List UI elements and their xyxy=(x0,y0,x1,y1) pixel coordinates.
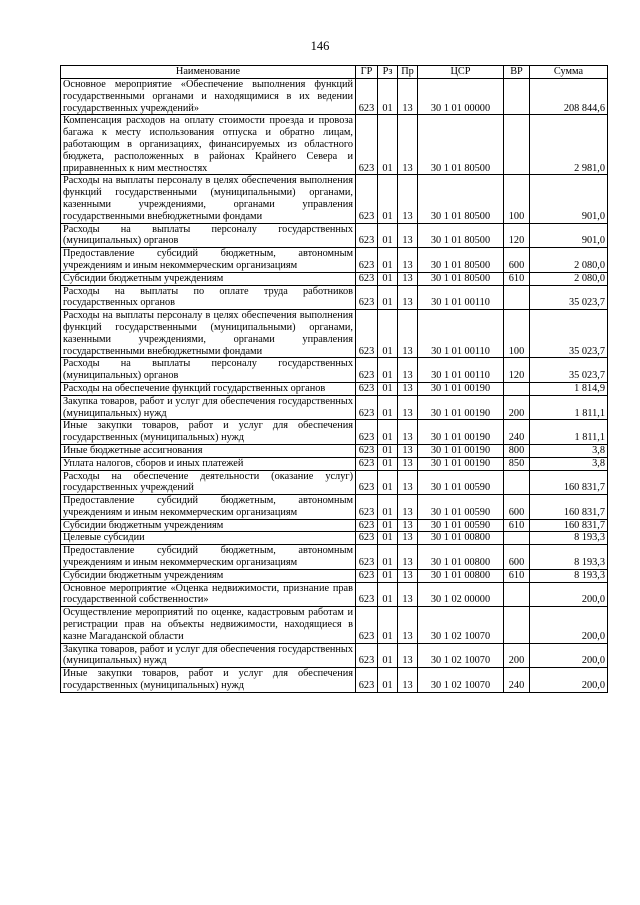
cell-rz: 01 xyxy=(378,532,398,545)
table-row xyxy=(61,643,608,668)
table-row xyxy=(61,175,608,223)
cell-rz: 01 xyxy=(378,470,398,495)
cell-gr: 623 xyxy=(356,272,378,285)
cell-rz: 01 xyxy=(378,495,398,520)
cell-csr: 30 1 01 80500 xyxy=(418,223,504,248)
cell-name: Осуществление мероприятий по оценке, кадастровым работам и регистрации прав на объекты недвижимости, находящиеся в казне Магаданской области xyxy=(61,607,356,643)
table-row xyxy=(61,444,608,457)
cell-rz: 01 xyxy=(378,457,398,470)
cell-pr: 13 xyxy=(398,668,418,693)
cell-name: Предоставление субсидий бюджетным, автономным учреждениям и иным некоммерческим организациям xyxy=(61,495,356,520)
cell-csr: 30 1 01 00190 xyxy=(418,395,504,420)
table-row xyxy=(61,358,608,383)
cell-name: Основное мероприятие «Обеспечение выполнения функций государственными органами и находящимися в их ведении государственных учреждений» xyxy=(61,79,356,115)
cell-rz: 01 xyxy=(378,79,398,115)
cell-name: Расходы на обеспечение деятельности (оказание услуг) государственных учреждений xyxy=(61,470,356,495)
cell-csr: 30 1 01 00110 xyxy=(418,358,504,383)
cell-sum: 901,0 xyxy=(530,175,608,223)
cell-pr: 13 xyxy=(398,272,418,285)
cell-sum: 1 811,1 xyxy=(530,420,608,445)
cell-gr: 623 xyxy=(356,582,378,607)
cell-name: Основное мероприятие «Оценка недвижимости, признание прав государственной собственности» xyxy=(61,582,356,607)
cell-rz: 01 xyxy=(378,175,398,223)
cell-gr: 623 xyxy=(356,285,378,310)
cell-sum: 35 023,7 xyxy=(530,358,608,383)
cell-gr: 623 xyxy=(356,519,378,532)
cell-pr: 13 xyxy=(398,382,418,395)
cell-vr: 100 xyxy=(504,310,530,358)
header-name: Наименование xyxy=(61,66,356,79)
cell-name: Расходы на обеспечение функций государственных органов xyxy=(61,382,356,395)
cell-rz: 01 xyxy=(378,115,398,175)
cell-rz: 01 xyxy=(378,395,398,420)
cell-pr: 13 xyxy=(398,223,418,248)
table-row xyxy=(61,248,608,273)
cell-sum: 1 811,1 xyxy=(530,395,608,420)
table-row xyxy=(61,382,608,395)
cell-rz: 01 xyxy=(378,223,398,248)
cell-vr: 100 xyxy=(504,175,530,223)
cell-sum: 200,0 xyxy=(530,643,608,668)
table-row xyxy=(61,545,608,570)
cell-pr: 13 xyxy=(398,285,418,310)
cell-gr: 623 xyxy=(356,607,378,643)
cell-pr: 13 xyxy=(398,420,418,445)
cell-pr: 13 xyxy=(398,175,418,223)
cell-vr: 120 xyxy=(504,358,530,383)
cell-rz: 01 xyxy=(378,272,398,285)
cell-sum: 901,0 xyxy=(530,223,608,248)
cell-gr: 623 xyxy=(356,569,378,582)
header-gr: ГР xyxy=(356,66,378,79)
cell-pr: 13 xyxy=(398,79,418,115)
cell-sum: 208 844,6 xyxy=(530,79,608,115)
cell-rz: 01 xyxy=(378,668,398,693)
cell-gr: 623 xyxy=(356,532,378,545)
cell-csr: 30 1 01 00110 xyxy=(418,285,504,310)
table-row xyxy=(61,395,608,420)
table-row xyxy=(61,79,608,115)
cell-csr: 30 1 01 80500 xyxy=(418,175,504,223)
table-row xyxy=(61,495,608,520)
cell-name: Иные закупки товаров, работ и услуг для обеспечения государственных (муниципальных) нужд xyxy=(61,668,356,693)
cell-csr: 30 1 01 00190 xyxy=(418,382,504,395)
cell-sum: 8 193,3 xyxy=(530,545,608,570)
cell-vr: 800 xyxy=(504,444,530,457)
cell-gr: 623 xyxy=(356,115,378,175)
cell-name: Целевые субсидии xyxy=(61,532,356,545)
cell-sum: 8 193,3 xyxy=(530,569,608,582)
cell-name: Предоставление субсидий бюджетным, автономным учреждениям и иным некоммерческим организациям xyxy=(61,248,356,273)
cell-sum: 2 080,0 xyxy=(530,272,608,285)
cell-csr: 30 1 02 10070 xyxy=(418,607,504,643)
cell-sum: 35 023,7 xyxy=(530,285,608,310)
cell-vr: 240 xyxy=(504,420,530,445)
cell-vr xyxy=(504,607,530,643)
cell-rz: 01 xyxy=(378,382,398,395)
cell-vr: 610 xyxy=(504,519,530,532)
cell-vr xyxy=(504,532,530,545)
cell-rz: 01 xyxy=(378,569,398,582)
cell-pr: 13 xyxy=(398,569,418,582)
cell-gr: 623 xyxy=(356,444,378,457)
table-body xyxy=(61,79,608,693)
cell-sum: 160 831,7 xyxy=(530,470,608,495)
cell-name: Субсидии бюджетным учреждениям xyxy=(61,272,356,285)
cell-rz: 01 xyxy=(378,643,398,668)
table-row xyxy=(61,607,608,643)
table-row xyxy=(61,272,608,285)
budget-table xyxy=(60,65,608,693)
cell-gr: 623 xyxy=(356,495,378,520)
cell-csr: 30 1 02 10070 xyxy=(418,643,504,668)
cell-pr: 13 xyxy=(398,358,418,383)
table-row xyxy=(61,420,608,445)
cell-pr: 13 xyxy=(398,519,418,532)
cell-gr: 623 xyxy=(356,310,378,358)
cell-sum: 1 814,9 xyxy=(530,382,608,395)
header-sum: Сумма xyxy=(530,66,608,79)
cell-gr: 623 xyxy=(356,79,378,115)
cell-csr: 30 1 02 10070 xyxy=(418,668,504,693)
cell-rz: 01 xyxy=(378,285,398,310)
table-row xyxy=(61,532,608,545)
cell-csr: 30 1 01 80500 xyxy=(418,248,504,273)
cell-sum: 35 023,7 xyxy=(530,310,608,358)
cell-pr: 13 xyxy=(398,395,418,420)
cell-sum: 160 831,7 xyxy=(530,519,608,532)
cell-pr: 13 xyxy=(398,643,418,668)
cell-pr: 13 xyxy=(398,310,418,358)
cell-name: Расходы на выплаты персоналу в целях обеспечения выполнения функций государственными (муниципальными) органами, казенными учреждениями, органами управления государственными внебюджетными фондами xyxy=(61,310,356,358)
cell-csr: 30 1 01 80500 xyxy=(418,272,504,285)
cell-gr: 623 xyxy=(356,457,378,470)
table-row xyxy=(61,223,608,248)
cell-vr xyxy=(504,470,530,495)
cell-vr xyxy=(504,285,530,310)
header-vr: ВР xyxy=(504,66,530,79)
cell-csr: 30 1 01 00590 xyxy=(418,519,504,532)
cell-pr: 13 xyxy=(398,248,418,273)
cell-sum: 2 981,0 xyxy=(530,115,608,175)
cell-sum: 3,8 xyxy=(530,444,608,457)
cell-pr: 13 xyxy=(398,532,418,545)
cell-csr: 30 1 01 00190 xyxy=(418,420,504,445)
cell-pr: 13 xyxy=(398,115,418,175)
cell-gr: 623 xyxy=(356,382,378,395)
cell-pr: 13 xyxy=(398,444,418,457)
cell-sum: 8 193,3 xyxy=(530,532,608,545)
cell-name: Компенсация расходов на оплату стоимости проезда и провоза багажа к месту использования отпуска и обратно лицам, работающим в организациях, финансируемых из областного бюджета, расположенных в районах Крайнего Севера и приравненных к ним местностях xyxy=(61,115,356,175)
cell-name: Иные бюджетные ассигнования xyxy=(61,444,356,457)
cell-vr: 120 xyxy=(504,223,530,248)
table-row xyxy=(61,115,608,175)
cell-pr: 13 xyxy=(398,470,418,495)
table-row xyxy=(61,582,608,607)
cell-rz: 01 xyxy=(378,420,398,445)
cell-vr: 600 xyxy=(504,495,530,520)
header-csr: ЦСР xyxy=(418,66,504,79)
table-header-row xyxy=(61,66,608,79)
cell-csr: 30 1 01 00590 xyxy=(418,495,504,520)
cell-csr: 30 1 01 00110 xyxy=(418,310,504,358)
header-pr: Пр xyxy=(398,66,418,79)
cell-vr xyxy=(504,115,530,175)
cell-vr xyxy=(504,382,530,395)
cell-gr: 623 xyxy=(356,358,378,383)
cell-pr: 13 xyxy=(398,607,418,643)
cell-name: Расходы на выплаты персоналу государственных (муниципальных) органов xyxy=(61,358,356,383)
cell-gr: 623 xyxy=(356,643,378,668)
table-row xyxy=(61,470,608,495)
cell-vr: 600 xyxy=(504,248,530,273)
cell-pr: 13 xyxy=(398,457,418,470)
cell-sum: 200,0 xyxy=(530,668,608,693)
cell-sum: 3,8 xyxy=(530,457,608,470)
table-row xyxy=(61,285,608,310)
cell-csr: 30 1 01 00800 xyxy=(418,569,504,582)
cell-gr: 623 xyxy=(356,175,378,223)
cell-vr: 610 xyxy=(504,272,530,285)
cell-rz: 01 xyxy=(378,444,398,457)
cell-rz: 01 xyxy=(378,248,398,273)
cell-name: Расходы на выплаты персоналу в целях обеспечения выполнения функций государственными (муниципальными) органами, казенными учреждениями, органами управления государственными внебюджетными фондами xyxy=(61,175,356,223)
cell-sum: 200,0 xyxy=(530,607,608,643)
cell-rz: 01 xyxy=(378,358,398,383)
table-row xyxy=(61,310,608,358)
cell-name: Субсидии бюджетным учреждениям xyxy=(61,569,356,582)
cell-rz: 01 xyxy=(378,607,398,643)
cell-vr xyxy=(504,79,530,115)
cell-name: Закупка товаров, работ и услуг для обеспечения государственных (муниципальных) нужд xyxy=(61,395,356,420)
cell-csr: 30 1 01 80500 xyxy=(418,115,504,175)
cell-csr: 30 1 01 00590 xyxy=(418,470,504,495)
cell-gr: 623 xyxy=(356,420,378,445)
table-row xyxy=(61,569,608,582)
cell-csr: 30 1 01 00000 xyxy=(418,79,504,115)
cell-name: Закупка товаров, работ и услуг для обеспечения государственных (муниципальных) нужд xyxy=(61,643,356,668)
cell-csr: 30 1 02 00000 xyxy=(418,582,504,607)
cell-rz: 01 xyxy=(378,582,398,607)
cell-rz: 01 xyxy=(378,519,398,532)
header-rz: Рз xyxy=(378,66,398,79)
cell-vr xyxy=(504,582,530,607)
cell-name: Уплата налогов, сборов и иных платежей xyxy=(61,457,356,470)
cell-pr: 13 xyxy=(398,545,418,570)
cell-csr: 30 1 01 00190 xyxy=(418,444,504,457)
cell-vr: 600 xyxy=(504,545,530,570)
page-number: 146 xyxy=(310,39,330,53)
cell-gr: 623 xyxy=(356,470,378,495)
cell-name: Предоставление субсидий бюджетным, автономным учреждениям и иным некоммерческим организациям xyxy=(61,545,356,570)
cell-vr: 240 xyxy=(504,668,530,693)
cell-gr: 623 xyxy=(356,223,378,248)
cell-name: Расходы на выплаты по оплате труда работников государственных органов xyxy=(61,285,356,310)
cell-gr: 623 xyxy=(356,668,378,693)
cell-rz: 01 xyxy=(378,310,398,358)
cell-gr: 623 xyxy=(356,395,378,420)
cell-name: Расходы на выплаты персоналу государственных (муниципальных) органов xyxy=(61,223,356,248)
cell-csr: 30 1 01 00800 xyxy=(418,532,504,545)
cell-sum: 2 080,0 xyxy=(530,248,608,273)
cell-gr: 623 xyxy=(356,545,378,570)
cell-name: Субсидии бюджетным учреждениям xyxy=(61,519,356,532)
cell-csr: 30 1 01 00800 xyxy=(418,545,504,570)
cell-rz: 01 xyxy=(378,545,398,570)
cell-vr: 200 xyxy=(504,395,530,420)
cell-gr: 623 xyxy=(356,248,378,273)
cell-vr: 610 xyxy=(504,569,530,582)
table-row xyxy=(61,519,608,532)
cell-sum: 200,0 xyxy=(530,582,608,607)
cell-pr: 13 xyxy=(398,495,418,520)
cell-vr: 850 xyxy=(504,457,530,470)
cell-vr: 200 xyxy=(504,643,530,668)
table-row xyxy=(61,457,608,470)
cell-sum: 160 831,7 xyxy=(530,495,608,520)
cell-name: Иные закупки товаров, работ и услуг для обеспечения государственных (муниципальных) нужд xyxy=(61,420,356,445)
table-row xyxy=(61,668,608,693)
cell-pr: 13 xyxy=(398,582,418,607)
cell-csr: 30 1 01 00190 xyxy=(418,457,504,470)
